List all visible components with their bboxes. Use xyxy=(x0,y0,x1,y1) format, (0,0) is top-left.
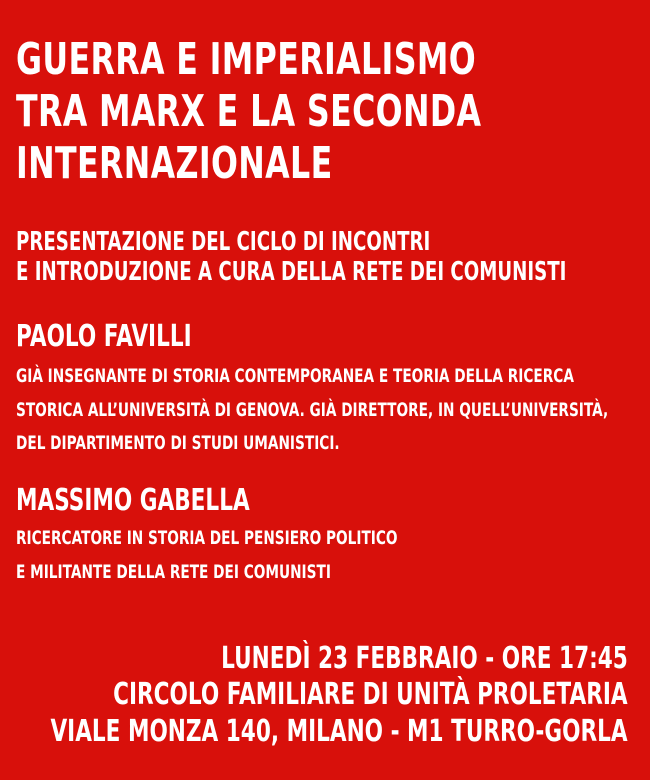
title-line-3: INTERNAZIONALE xyxy=(16,138,333,189)
speaker-name-favilli: PAOLO FAVILLI xyxy=(16,319,192,354)
title-line-1: GUERRA E IMPERIALISMO xyxy=(16,34,477,85)
speaker-desc-gabella-1: RICERCATORE IN STORIA DEL PENSIERO POLITICO xyxy=(16,527,398,549)
speaker-desc-favilli-2: STORICA ALL’UNIVERSITÀ DI GENOVA. GIÀ DIRETTORE, IN QUELL’UNIVERSITÀ, xyxy=(16,399,609,421)
speaker-name-gabella: MASSIMO GABELLA xyxy=(16,483,250,518)
event-address: VIALE MONZA 140, MILANO - M1 TURRO-GORLA xyxy=(50,714,628,749)
subtitle-line-1: PRESENTAZIONE DEL CICLO DI INCONTRI xyxy=(16,227,431,257)
event-venue: CIRCOLO FAMILIARE DI UNITÀ PROLETARIA xyxy=(113,677,628,712)
title-line-2: TRA MARX E LA SECONDA xyxy=(16,86,482,137)
speaker-desc-gabella-2: E MILITANTE DELLA RETE DEI COMUNISTI xyxy=(16,561,331,583)
event-date-time: LUNEDÌ 23 FEBBRAIO - ORE 17:45 xyxy=(221,641,628,676)
speaker-desc-favilli-1: GIÀ INSEGNANTE DI STORIA CONTEMPORANEA E TEORIA DELLA RICERCA xyxy=(16,365,574,387)
speaker-desc-favilli-3: DEL DIPARTIMENTO DI STUDI UMANISTICI. xyxy=(16,432,340,454)
subtitle-line-2: E INTRODUZIONE A CURA DELLA RETE DEI COMUNISTI xyxy=(16,257,567,287)
